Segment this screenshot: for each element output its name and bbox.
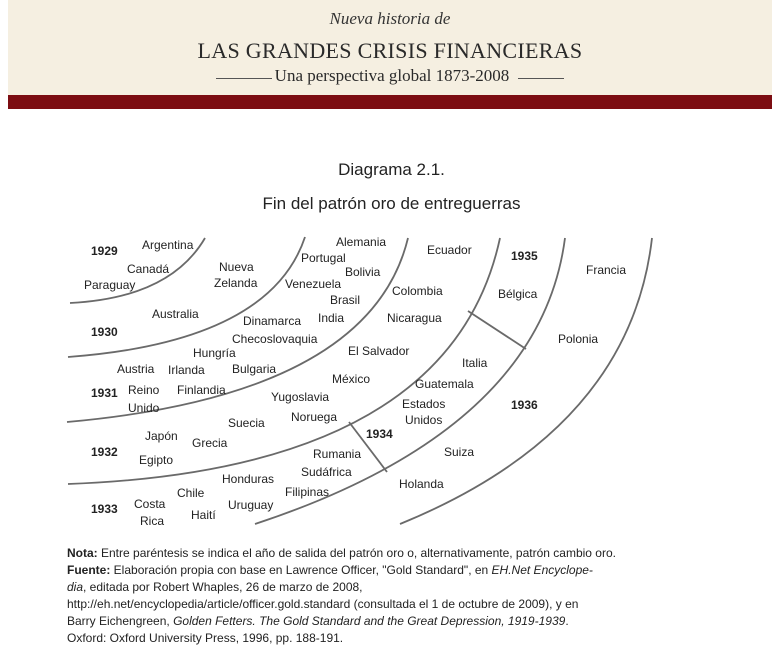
source-text: , editada por Robert Whaples, 26 de marzo de 2008, bbox=[83, 580, 363, 594]
country-label: Francia bbox=[586, 263, 627, 277]
year-1932: 1932 bbox=[91, 445, 118, 459]
country-label: Irlanda bbox=[168, 363, 205, 377]
country-label: Japón bbox=[145, 429, 178, 443]
source-title-cont: dia bbox=[67, 580, 84, 594]
country-label: Colombia bbox=[392, 284, 443, 298]
source-label: Fuente: bbox=[67, 563, 111, 577]
divider-1935 bbox=[468, 311, 526, 349]
country-label: Finlandia bbox=[177, 383, 226, 397]
country-label: Ecuador bbox=[427, 243, 472, 257]
country-label: Noruega bbox=[291, 410, 338, 424]
country-label: Alemania bbox=[336, 235, 387, 249]
country-label: Zelanda bbox=[214, 276, 258, 290]
source-text: . bbox=[565, 614, 569, 628]
country-label: Guatemala bbox=[415, 377, 474, 391]
country-label: Reino bbox=[128, 383, 160, 397]
country-label: Polonia bbox=[558, 332, 599, 346]
source-line-5 bbox=[67, 630, 717, 647]
country-label: Italia bbox=[462, 356, 488, 370]
country-label: Portugal bbox=[301, 251, 346, 265]
note-text: Entre paréntesis se indica el año de salida del patrón oro o, alternativamente, patrón cambio oro. bbox=[97, 546, 616, 560]
source-text: Elaboración propia con base en Lawrence Officer, "Gold Standard", en bbox=[110, 563, 492, 577]
country-label: Uruguay bbox=[228, 498, 274, 512]
country-label: México bbox=[332, 372, 371, 386]
country-label: Bulgaria bbox=[232, 362, 277, 376]
country-label: Filipinas bbox=[285, 485, 330, 499]
country-label: Paraguay bbox=[84, 278, 136, 292]
note-label: Nota: bbox=[67, 546, 98, 560]
country-label: Australia bbox=[152, 307, 199, 321]
source-line-2 bbox=[67, 579, 717, 596]
diagram-title: Fin del patrón oro de entreguerras bbox=[262, 194, 521, 213]
country-label: Estados bbox=[402, 397, 446, 411]
year-1935: 1935 bbox=[511, 249, 538, 263]
source-text: Barry Eichengreen, bbox=[67, 614, 174, 628]
country-label: Suiza bbox=[444, 445, 475, 459]
country-label: Nueva bbox=[219, 260, 254, 274]
country-label: Grecia bbox=[192, 436, 228, 450]
year-1930: 1930 bbox=[91, 325, 118, 339]
country-label: Unidos bbox=[405, 413, 443, 427]
country-label: Nicaragua bbox=[387, 311, 442, 325]
country-label: Dinamarca bbox=[243, 314, 302, 328]
source-title: EH.Net Encyclope- bbox=[491, 563, 593, 577]
diagram-number: Diagrama 2.1. bbox=[338, 160, 445, 179]
country-label: Chile bbox=[177, 486, 205, 500]
country-label: Sudáfrica bbox=[301, 465, 352, 479]
country-label: Austria bbox=[117, 362, 155, 376]
source-line-1 bbox=[67, 562, 717, 579]
year-1934: 1934 bbox=[366, 427, 393, 441]
country-label: Rumania bbox=[313, 447, 362, 461]
country-label: Yugoslavia bbox=[271, 390, 330, 404]
country-label: Egipto bbox=[139, 453, 174, 467]
country-label: Bélgica bbox=[498, 287, 538, 301]
country-label: El Salvador bbox=[348, 344, 410, 358]
header-subtitle: Nueva historia de bbox=[329, 9, 451, 28]
country-label: Checoslovaquia bbox=[232, 332, 318, 346]
country-label: Honduras bbox=[222, 472, 275, 486]
year-1933: 1933 bbox=[91, 502, 118, 516]
note-paragraph bbox=[67, 545, 717, 562]
source-book-title: Golden Fetters. The Gold Standard and the Great Depression, 1919-1939 bbox=[173, 614, 566, 628]
country-label: Venezuela bbox=[285, 277, 342, 291]
country-label: Hungría bbox=[193, 346, 236, 360]
source-line-4 bbox=[67, 613, 717, 630]
country-label: India bbox=[318, 311, 345, 325]
country-label: Holanda bbox=[399, 477, 444, 491]
notes-block bbox=[67, 545, 717, 647]
country-label: Costa bbox=[134, 497, 166, 511]
country-label: Suecia bbox=[228, 416, 265, 430]
source-url: http://eh.net/encyclopedia/article/officer.gold.standard (consultada el 1 de octubre de 2009), y en bbox=[67, 597, 579, 611]
year-1931: 1931 bbox=[91, 386, 118, 400]
country-label: Rica bbox=[140, 514, 165, 528]
header-title: LAS GRANDES CRISIS FINANCIERAS bbox=[197, 38, 583, 63]
tagline-text: Una perspectiva global 1873-2008 bbox=[274, 66, 510, 85]
country-label: Bolivia bbox=[345, 265, 381, 279]
country-label: Haití bbox=[191, 508, 216, 522]
source-publisher: Oxford: Oxford University Press, 1996, pp. 188-191. bbox=[67, 631, 344, 645]
country-label: Canadá bbox=[127, 262, 170, 276]
source-line-3 bbox=[67, 596, 717, 613]
country-label: Unido bbox=[128, 401, 160, 415]
country-label: Argentina bbox=[142, 238, 194, 252]
country-label: Brasil bbox=[330, 293, 361, 307]
year-1936: 1936 bbox=[511, 398, 538, 412]
year-1929: 1929 bbox=[91, 244, 118, 258]
